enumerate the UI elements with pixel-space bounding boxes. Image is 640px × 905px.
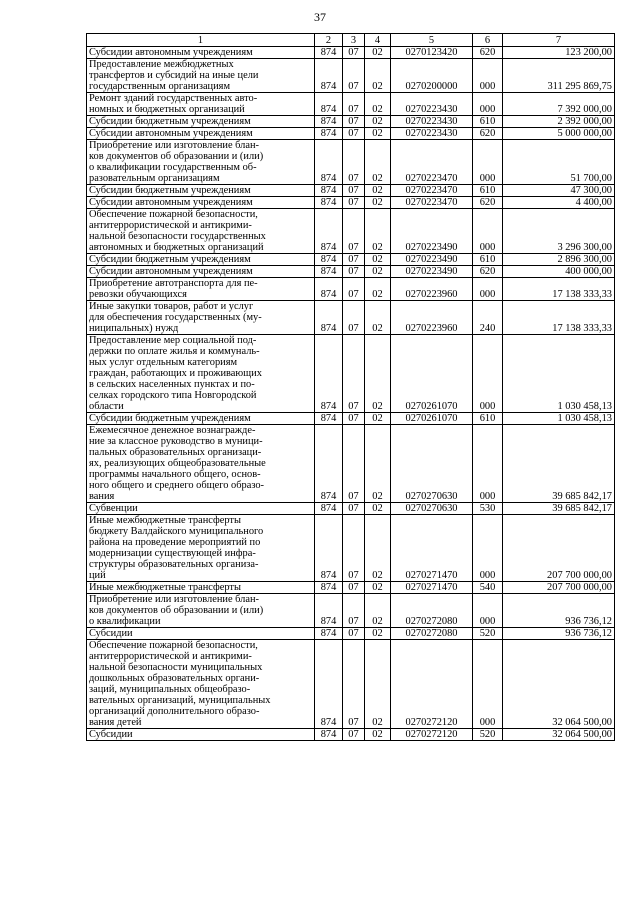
subsection-code-cell: 02 <box>365 197 391 209</box>
subsection-code-cell: 02 <box>365 254 391 266</box>
subsection-code-cell: 02 <box>365 128 391 140</box>
amount-cell: 47 300,00 <box>503 185 615 197</box>
item-name-cell: Субсидии автономным учреждениям <box>87 128 315 140</box>
amount-cell: 2 392 000,00 <box>503 116 615 128</box>
target-article-cell: 0270270630 <box>391 425 473 503</box>
amount-cell: 51 700,00 <box>503 140 615 185</box>
subsection-code-cell: 02 <box>365 503 391 515</box>
target-article-cell: 0270272120 <box>391 640 473 729</box>
amount-cell: 1 030 458,13 <box>503 413 615 425</box>
target-article-cell: 0270261070 <box>391 413 473 425</box>
item-name-cell: Субсидии автономным учреждениям <box>87 266 315 278</box>
table-row <box>87 335 615 413</box>
ministry-code-cell: 874 <box>315 628 343 640</box>
item-name-cell: Приобретение автотранспорта для пе- ревозки обучающихся <box>87 278 315 301</box>
subsection-code-cell: 02 <box>365 515 391 582</box>
target-article-cell: 0270261070 <box>391 335 473 413</box>
section-code-cell: 07 <box>343 335 365 413</box>
expense-type-cell: 540 <box>473 582 503 594</box>
table-row <box>87 729 615 741</box>
subsection-code-cell: 02 <box>365 335 391 413</box>
expense-type-cell: 000 <box>473 209 503 254</box>
item-name-cell: Приобретение или изготовление блан- ков документов об образовании и (или) о квалификации государственным об- разовательным организациям <box>87 140 315 185</box>
table-row <box>87 266 615 278</box>
ministry-code-cell: 874 <box>315 413 343 425</box>
amount-cell: 123 200,00 <box>503 47 615 59</box>
subsection-code-cell: 02 <box>365 413 391 425</box>
expense-type-cell: 520 <box>473 628 503 640</box>
ministry-code-cell: 874 <box>315 729 343 741</box>
section-code-cell: 07 <box>343 116 365 128</box>
subsection-code-cell: 02 <box>365 47 391 59</box>
subsection-code-cell: 02 <box>365 266 391 278</box>
expense-type-cell: 520 <box>473 729 503 741</box>
amount-cell: 4 400,00 <box>503 197 615 209</box>
ministry-code-cell: 874 <box>315 301 343 335</box>
expense-type-cell: 620 <box>473 197 503 209</box>
section-code-cell: 07 <box>343 93 365 116</box>
amount-cell: 17 138 333,33 <box>503 301 615 335</box>
ministry-code-cell: 874 <box>315 582 343 594</box>
ministry-code-cell: 874 <box>315 140 343 185</box>
table-row <box>87 301 615 335</box>
section-code-cell: 07 <box>343 301 365 335</box>
table-row <box>87 628 615 640</box>
target-article-cell: 0270223470 <box>391 197 473 209</box>
item-name-cell: Субсидии бюджетным учреждениям <box>87 254 315 266</box>
ministry-code-cell: 874 <box>315 209 343 254</box>
amount-cell: 39 685 842,17 <box>503 503 615 515</box>
target-article-cell: 0270223430 <box>391 116 473 128</box>
target-article-cell: 0270223490 <box>391 266 473 278</box>
item-name-cell: Приобретение или изготовление блан- ков документов об образовании и (или) о квалификации <box>87 594 315 628</box>
target-article-cell: 0270223470 <box>391 140 473 185</box>
subsection-code-cell: 02 <box>365 93 391 116</box>
table-row <box>87 140 615 185</box>
table-row <box>87 425 615 503</box>
section-code-cell: 07 <box>343 59 365 93</box>
table-row <box>87 640 615 729</box>
expense-type-cell: 610 <box>473 413 503 425</box>
subsection-code-cell: 02 <box>365 425 391 503</box>
target-article-cell: 0270223490 <box>391 209 473 254</box>
target-article-cell: 0270271470 <box>391 515 473 582</box>
item-name-cell: Предоставление мер социальной под- держки по оплате жилья и коммуналь- ных услуг отдельным категориям граждан, работающих и проживающих в сельских населенных пунктах и по- селках городского типа Новгородской области <box>87 335 315 413</box>
section-code-cell: 07 <box>343 128 365 140</box>
item-name-cell: Субсидии автономным учреждениям <box>87 197 315 209</box>
table-row <box>87 93 615 116</box>
section-code-cell: 07 <box>343 503 365 515</box>
item-name-cell: Обеспечение пожарной безопасности, антитеррористической и антикрими- нальной безопасности государственных автономных и бюджетных организаций <box>87 209 315 254</box>
subsection-code-cell: 02 <box>365 594 391 628</box>
item-name-cell: Иные закупки товаров, работ и услуг для обеспечения государственных (му- ниципальных) нужд <box>87 301 315 335</box>
amount-cell: 39 685 842,17 <box>503 425 615 503</box>
expense-type-cell: 530 <box>473 503 503 515</box>
amount-cell: 17 138 333,33 <box>503 278 615 301</box>
table-row <box>87 515 615 582</box>
ministry-code-cell: 874 <box>315 93 343 116</box>
ministry-code-cell: 874 <box>315 266 343 278</box>
expense-type-cell: 000 <box>473 515 503 582</box>
expense-type-cell: 610 <box>473 254 503 266</box>
subsection-code-cell: 02 <box>365 209 391 254</box>
amount-cell: 2 896 300,00 <box>503 254 615 266</box>
ministry-code-cell: 874 <box>315 59 343 93</box>
table-row <box>87 47 615 59</box>
table-row <box>87 413 615 425</box>
section-code-cell: 07 <box>343 413 365 425</box>
expense-type-cell: 620 <box>473 266 503 278</box>
section-code-cell: 07 <box>343 628 365 640</box>
ministry-code-cell: 874 <box>315 425 343 503</box>
item-name-cell: Субсидии <box>87 729 315 741</box>
subsection-code-cell: 02 <box>365 640 391 729</box>
ministry-code-cell: 874 <box>315 197 343 209</box>
amount-cell: 936 736,12 <box>503 594 615 628</box>
table-body <box>87 47 615 741</box>
table-row <box>87 254 615 266</box>
ministry-code-cell: 874 <box>315 503 343 515</box>
section-code-cell: 07 <box>343 729 365 741</box>
subsection-code-cell: 02 <box>365 116 391 128</box>
amount-cell: 400 000,00 <box>503 266 615 278</box>
target-article-cell: 0270272080 <box>391 594 473 628</box>
item-name-cell: Иные межбюджетные трансферты бюджету Валдайского муниципального района на проведение мероприятий по модернизации существующей инфра- структуры образовательных организа- ций <box>87 515 315 582</box>
ministry-code-cell: 874 <box>315 128 343 140</box>
amount-cell: 207 700 000,00 <box>503 515 615 582</box>
item-name-cell: Субсидии <box>87 628 315 640</box>
amount-cell: 32 064 500,00 <box>503 729 615 741</box>
target-article-cell: 0270223490 <box>391 254 473 266</box>
amount-cell: 7 392 000,00 <box>503 93 615 116</box>
expense-type-cell: 000 <box>473 335 503 413</box>
column-header: 3 <box>343 34 365 47</box>
target-article-cell: 0270223960 <box>391 278 473 301</box>
section-code-cell: 07 <box>343 425 365 503</box>
ministry-code-cell: 874 <box>315 47 343 59</box>
item-name-cell: Предоставление межбюджетных трансфертов и субсидий на иные цели государственным организациям <box>87 59 315 93</box>
item-name-cell: Субвенции <box>87 503 315 515</box>
item-name-cell: Субсидии бюджетным учреждениям <box>87 413 315 425</box>
table-row <box>87 116 615 128</box>
column-header: 7 <box>503 34 615 47</box>
subsection-code-cell: 02 <box>365 628 391 640</box>
expense-type-cell: 000 <box>473 425 503 503</box>
subsection-code-cell: 02 <box>365 278 391 301</box>
ministry-code-cell: 874 <box>315 278 343 301</box>
amount-cell: 32 064 500,00 <box>503 640 615 729</box>
expense-type-cell: 620 <box>473 47 503 59</box>
section-code-cell: 07 <box>343 209 365 254</box>
target-article-cell: 0270123420 <box>391 47 473 59</box>
amount-cell: 3 296 300,00 <box>503 209 615 254</box>
table-row <box>87 594 615 628</box>
target-article-cell: 0270271470 <box>391 582 473 594</box>
subsection-code-cell: 02 <box>365 301 391 335</box>
section-code-cell: 07 <box>343 266 365 278</box>
subsection-code-cell: 02 <box>365 140 391 185</box>
section-code-cell: 07 <box>343 515 365 582</box>
table-header-row <box>87 34 615 47</box>
expense-type-cell: 000 <box>473 278 503 301</box>
item-name-cell: Ремонт зданий государственных авто- номных и бюджетных организаций <box>87 93 315 116</box>
section-code-cell: 07 <box>343 582 365 594</box>
target-article-cell: 0270223960 <box>391 301 473 335</box>
item-name-cell: Ежемесячное денежное вознагражде- ние за классное руководство в муници- пальных образовательных организаци- ях, реализующих общеобразовательные программы начального общего, основ- ного общего и среднего общего образо- вания <box>87 425 315 503</box>
item-name-cell: Обеспечение пожарной безопасности, антитеррористической и антикрими- нальной безопасности муниципальных дошкольных образовательных органи- заций, муниципальных общеобразо- вательных организаций, муниципальных организаций дополнительного образо- вания детей <box>87 640 315 729</box>
section-code-cell: 07 <box>343 278 365 301</box>
subsection-code-cell: 02 <box>365 729 391 741</box>
column-header: 6 <box>473 34 503 47</box>
item-name-cell: Иные межбюджетные трансферты <box>87 582 315 594</box>
target-article-cell: 0270270630 <box>391 503 473 515</box>
ministry-code-cell: 874 <box>315 335 343 413</box>
section-code-cell: 07 <box>343 197 365 209</box>
ministry-code-cell: 874 <box>315 116 343 128</box>
target-article-cell: 0270223470 <box>391 185 473 197</box>
table-row <box>87 209 615 254</box>
section-code-cell: 07 <box>343 594 365 628</box>
ministry-code-cell: 874 <box>315 594 343 628</box>
target-article-cell: 0270223430 <box>391 128 473 140</box>
ministry-code-cell: 874 <box>315 515 343 582</box>
expense-type-cell: 000 <box>473 59 503 93</box>
table-row <box>87 278 615 301</box>
page-number: 37 <box>314 10 326 24</box>
amount-cell: 5 000 000,00 <box>503 128 615 140</box>
table-row <box>87 582 615 594</box>
target-article-cell: 0270200000 <box>391 59 473 93</box>
section-code-cell: 07 <box>343 47 365 59</box>
target-article-cell: 0270223430 <box>391 93 473 116</box>
expense-type-cell: 240 <box>473 301 503 335</box>
expense-type-cell: 000 <box>473 640 503 729</box>
item-name-cell: Субсидии бюджетным учреждениям <box>87 116 315 128</box>
budget-table <box>86 33 615 741</box>
column-header: 2 <box>315 34 343 47</box>
subsection-code-cell: 02 <box>365 185 391 197</box>
section-code-cell: 07 <box>343 640 365 729</box>
item-name-cell: Субсидии бюджетным учреждениям <box>87 185 315 197</box>
expense-type-cell: 610 <box>473 185 503 197</box>
table-row <box>87 503 615 515</box>
column-header: 4 <box>365 34 391 47</box>
section-code-cell: 07 <box>343 185 365 197</box>
expense-type-cell: 610 <box>473 116 503 128</box>
expense-type-cell: 000 <box>473 140 503 185</box>
subsection-code-cell: 02 <box>365 582 391 594</box>
ministry-code-cell: 874 <box>315 254 343 266</box>
amount-cell: 1 030 458,13 <box>503 335 615 413</box>
table-row <box>87 59 615 93</box>
column-header: 5 <box>391 34 473 47</box>
amount-cell: 207 700 000,00 <box>503 582 615 594</box>
amount-cell: 311 295 869,75 <box>503 59 615 93</box>
section-code-cell: 07 <box>343 140 365 185</box>
expense-type-cell: 620 <box>473 128 503 140</box>
expense-type-cell: 000 <box>473 594 503 628</box>
table-row <box>87 197 615 209</box>
ministry-code-cell: 874 <box>315 185 343 197</box>
amount-cell: 936 736,12 <box>503 628 615 640</box>
column-header: 1 <box>87 34 315 47</box>
target-article-cell: 0270272080 <box>391 628 473 640</box>
item-name-cell: Субсидии автономным учреждениям <box>87 47 315 59</box>
table-row <box>87 185 615 197</box>
expense-type-cell: 000 <box>473 93 503 116</box>
target-article-cell: 0270272120 <box>391 729 473 741</box>
ministry-code-cell: 874 <box>315 640 343 729</box>
section-code-cell: 07 <box>343 254 365 266</box>
subsection-code-cell: 02 <box>365 59 391 93</box>
table-row <box>87 128 615 140</box>
